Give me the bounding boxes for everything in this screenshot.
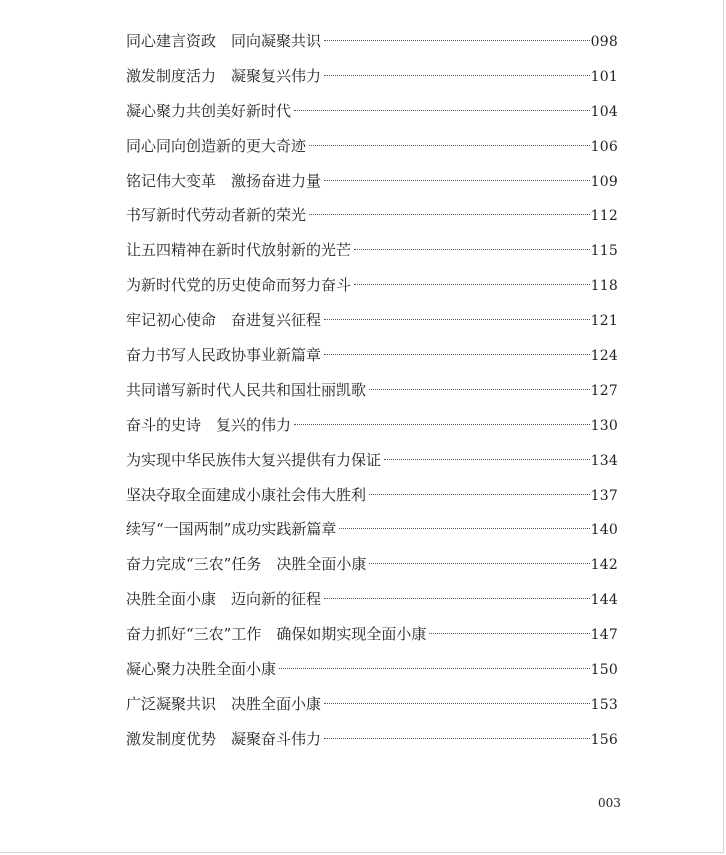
toc-entry-title: 广泛凝聚共识 决胜全面小康: [126, 694, 322, 713]
toc-entry: [126, 134, 618, 169]
toc-entry-page: 147: [590, 627, 618, 644]
toc-entry: [126, 483, 618, 518]
toc-entry: [126, 727, 618, 762]
toc-entry-page: 115: [590, 243, 618, 260]
toc-entry-title: 激发制度优势 凝聚奋斗伟力: [126, 729, 322, 748]
toc-entry: [126, 64, 618, 99]
toc-dot-leader: [294, 424, 590, 425]
toc-entry-title: 牢记初心使命 奋进复兴征程: [126, 311, 322, 330]
toc-entry: [126, 169, 618, 204]
toc-entry: [126, 448, 618, 483]
toc-entry-page: 106: [590, 138, 618, 155]
toc-entry: [126, 413, 618, 448]
toc-entry-page: 109: [590, 173, 618, 190]
toc-entry: [126, 29, 618, 64]
toc-entry-page: 118: [590, 278, 618, 295]
toc-entry-title: 书写新时代劳动者新的荣光: [126, 206, 307, 225]
toc-entry-page: 098: [590, 34, 618, 50]
toc-entry-title: 奋力书写人民政协事业新篇章: [126, 346, 322, 365]
toc-dot-leader: [354, 284, 590, 285]
toc-entry-page: 156: [590, 731, 618, 748]
toc-dot-leader: [429, 633, 589, 634]
toc-dot-leader: [339, 528, 589, 529]
toc-entry: [126, 203, 618, 238]
toc-entry-title: 为新时代党的历史使命而努力奋斗: [126, 276, 352, 295]
toc-dot-leader: [324, 598, 590, 599]
toc-entry-title: 为实现中华民族伟大复兴提供有力保证: [126, 450, 382, 469]
toc-entry-title: 凝心聚力共创美好新时代: [126, 101, 292, 120]
toc-entry-title: 奋力完成“三农”任务 决胜全面小康: [126, 555, 367, 574]
toc-entry-title: 共同谱写新时代人民共和国壮丽凯歌: [126, 380, 367, 399]
toc-dot-leader: [309, 214, 590, 215]
toc-dot-leader: [324, 354, 590, 355]
toc-entry-title: 凝心聚力决胜全面小康: [126, 660, 277, 679]
toc-entry: [126, 273, 618, 308]
toc-dot-leader: [324, 180, 590, 181]
toc-entry-page: 144: [590, 592, 618, 609]
toc-entry: [126, 517, 618, 552]
toc-entry-page: 137: [590, 487, 618, 504]
toc-entry-title: 让五四精神在新时代放射新的光芒: [126, 241, 352, 260]
toc-dot-leader: [354, 249, 590, 250]
toc-entry-page: 142: [590, 557, 618, 574]
toc-entry: [126, 378, 618, 413]
toc-entry: [126, 238, 618, 273]
toc-entry-page: 150: [590, 662, 618, 679]
page-number: 003: [598, 796, 621, 810]
toc-dot-leader: [369, 494, 590, 495]
toc-entry-title: 铭记伟大变革 激扬奋进力量: [126, 171, 322, 190]
toc-dot-leader: [369, 563, 589, 564]
toc-dot-leader: [369, 389, 590, 390]
toc-dot-leader: [384, 459, 590, 460]
toc-entry: [126, 692, 618, 727]
toc-entry: [126, 587, 618, 622]
toc-entry-page: 121: [590, 313, 618, 330]
toc-dot-leader: [309, 145, 590, 146]
toc-entry-page: 101: [590, 68, 618, 85]
toc-entry-page: 140: [590, 522, 618, 539]
toc-entry-title: 同心建言资政 同向凝聚共识: [126, 32, 322, 50]
toc-entry: [126, 308, 618, 343]
toc-entry-page: 124: [590, 348, 618, 365]
toc-dot-leader: [324, 319, 590, 320]
toc-entry: [126, 622, 618, 657]
toc-entry-page: 130: [590, 417, 618, 434]
toc-entry: [126, 343, 618, 378]
toc-dot-leader: [324, 703, 590, 704]
toc-entry-page: 127: [590, 382, 618, 399]
toc-dot-leader: [324, 40, 590, 41]
toc-dot-leader: [324, 75, 590, 76]
toc-entry-page: 153: [590, 696, 618, 713]
toc-dot-leader: [324, 738, 590, 739]
toc-dot-leader: [279, 668, 590, 669]
toc-entry-title: 同心同向创造新的更大奇迹: [126, 136, 307, 155]
toc-entry: [126, 657, 618, 692]
toc-entry-title: 奋力抓好“三农”工作 确保如期实现全面小康: [126, 625, 427, 644]
toc-entry-title: 续写“一国两制”成功实践新篇章: [126, 520, 337, 539]
toc-entry-page: 134: [590, 452, 618, 469]
toc-entry: [126, 552, 618, 587]
toc-entry: [126, 99, 618, 134]
toc-entry-page: 104: [590, 103, 618, 120]
table-of-contents: [126, 29, 618, 762]
toc-entry-page: 112: [590, 208, 618, 225]
toc-entry-title: 奋斗的史诗 复兴的伟力: [126, 415, 292, 434]
toc-entry-title: 激发制度活力 凝聚复兴伟力: [126, 66, 322, 85]
toc-dot-leader: [294, 110, 590, 111]
toc-entry-title: 决胜全面小康 迈向新的征程: [126, 590, 322, 609]
toc-entry-title: 坚决夺取全面建成小康社会伟大胜利: [126, 485, 367, 504]
